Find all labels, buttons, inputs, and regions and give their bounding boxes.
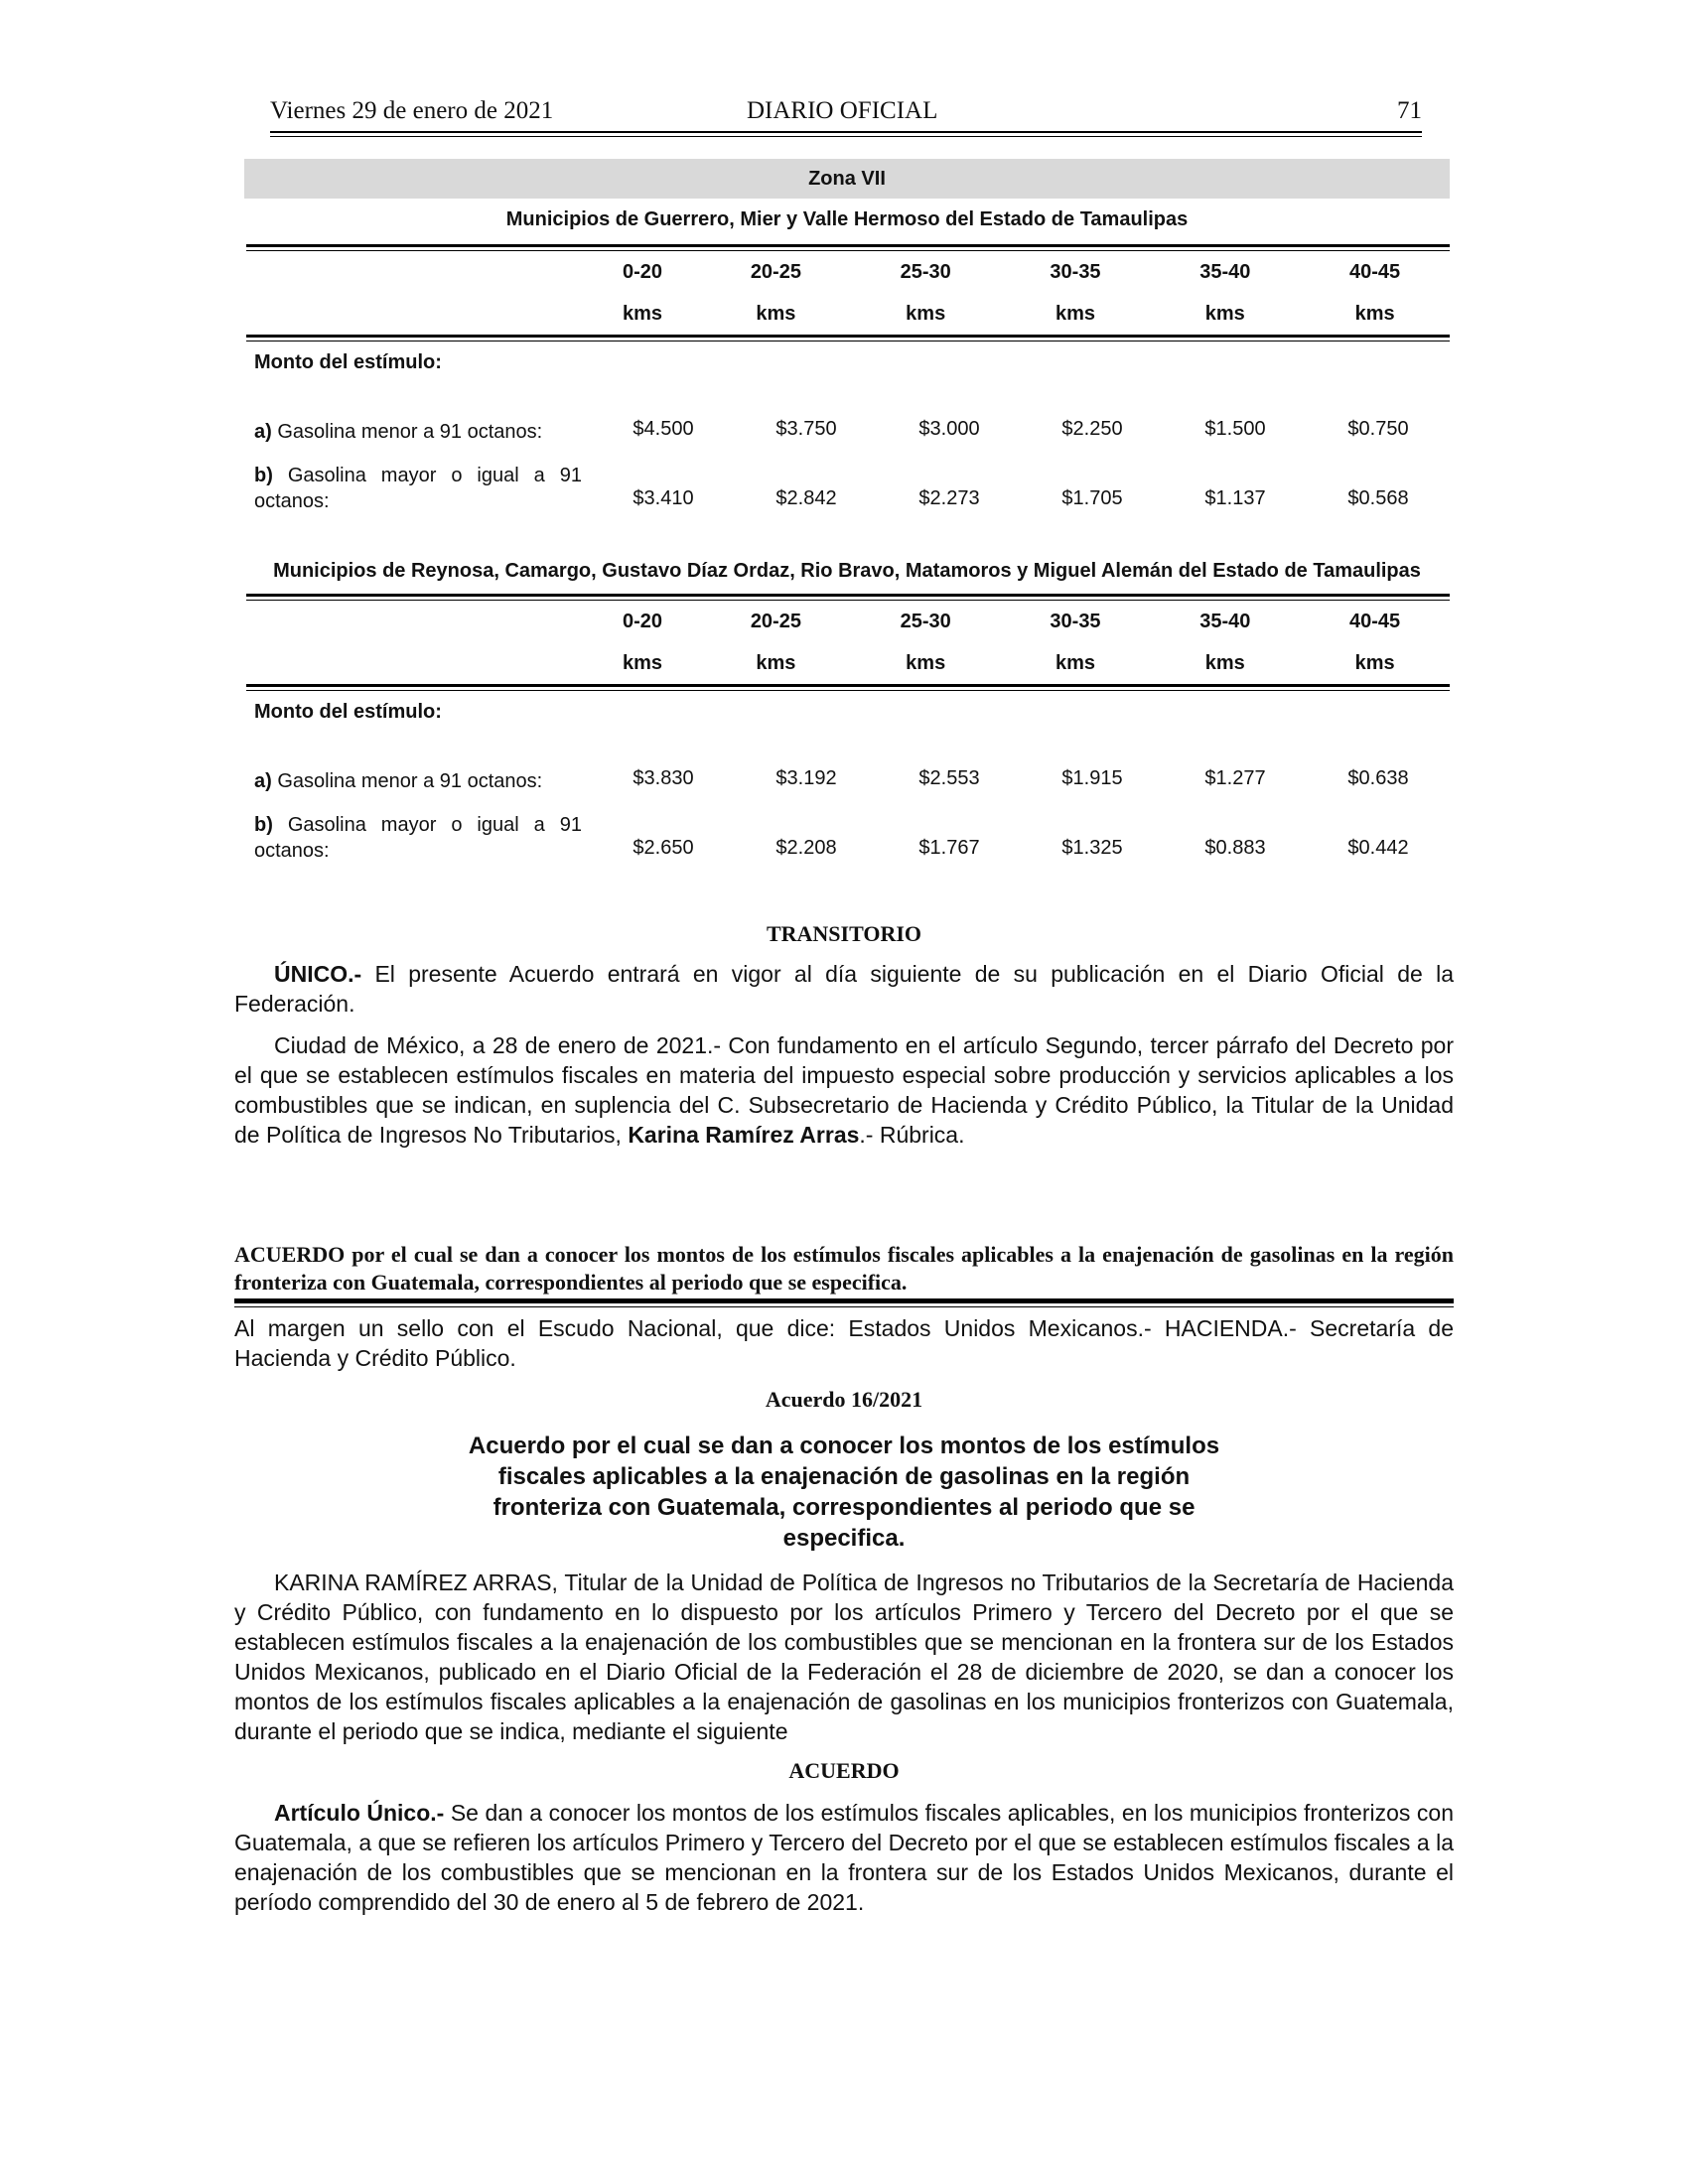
table1-cell: $1.705 [1061, 487, 1123, 509]
acuerdo-heading: ACUERDO por el cual se dan a conocer los montos de los estímulos fiscales aplicables a la enajenación de gasolinas en la región fronteriza con Guatemala, correspondientes al periodo que se especifica. [234, 1242, 1454, 1295]
table2-cell: $3.830 [633, 767, 694, 789]
page-header [270, 95, 1422, 131]
table2-col-header: 30-35 [1050, 610, 1101, 632]
transitorio-unico [234, 959, 1454, 1019]
table2-col-header: 20-25 [750, 610, 801, 632]
table1-cell: $3.410 [633, 487, 694, 509]
acuerdo-heading-rule-thin [234, 1306, 1454, 1307]
table1-unit: kms [756, 302, 796, 325]
table1-cell: $0.750 [1347, 418, 1409, 440]
table2-cell: $1.277 [1204, 767, 1266, 789]
table1-caption: Municipios de Guerrero, Mier y Valle Hermoso del Estado de Tamaulipas [505, 208, 1189, 230]
table1-cell: $2.250 [1061, 418, 1123, 440]
table1-section-label: Monto del estímulo: [254, 350, 442, 373]
table2-unit: kms [906, 651, 946, 674]
table1-body [246, 345, 1450, 514]
table2-unit-row [246, 642, 1450, 684]
table1-mid-rule [246, 335, 1450, 341]
table1-cell: $1.500 [1204, 418, 1266, 440]
table2 [246, 601, 1450, 684]
table2-unit: kms [1055, 651, 1095, 674]
table1-cell: $4.500 [633, 418, 694, 440]
table1 [246, 251, 1450, 335]
acuerdo-number: Acuerdo 16/2021 [765, 1387, 923, 1412]
table2-cell: $0.883 [1204, 837, 1266, 859]
signature-name: Karina Ramírez Arras [628, 1122, 860, 1148]
table2-cell: $3.192 [775, 767, 837, 789]
zone-title: Zona VII [244, 159, 1450, 199]
table1-col-header: 30-35 [1050, 260, 1101, 283]
table2-unit: kms [756, 651, 796, 674]
seal-text: Al margen un sello con el Escudo Nacional, que dice: Estados Unidos Mexicanos.- HACIENDA.- Secretaría de Hacienda y Crédito Público. [234, 1315, 1454, 1371]
table2-cell: $0.638 [1347, 767, 1409, 789]
unico-text: El presente Acuerdo entrará en vigor al día siguiente de su publicación en el Diario Oficial de la Federación. [234, 961, 1454, 1017]
table1-col-header: 40-45 [1349, 260, 1401, 283]
table2-range-row [246, 601, 1450, 642]
table2-top-rule [246, 594, 1450, 601]
table2-cell: $1.767 [918, 837, 980, 859]
table1-cell: $3.750 [775, 418, 837, 440]
table1-cell: $2.273 [918, 487, 980, 509]
acuerdo-section-title: ACUERDO [788, 1758, 900, 1783]
table2-col-header: 40-45 [1349, 610, 1401, 632]
table1-row [246, 445, 1450, 514]
header-publication: DIARIO OFICIAL [747, 97, 938, 124]
table1-unit: kms [906, 302, 946, 325]
header-page-number: 71 [1397, 97, 1422, 124]
acuerdo-article [234, 1798, 1454, 1917]
table2-row [246, 794, 1450, 864]
table2-row [246, 729, 1450, 794]
table2-cell: $1.325 [1061, 837, 1123, 859]
table1-cell: $2.842 [775, 487, 837, 509]
transitorio-title: TRANSITORIO [766, 921, 922, 946]
header-rule [270, 131, 1422, 133]
header-rule-thin [270, 136, 1422, 137]
table2-cell: $1.915 [1061, 767, 1123, 789]
table1-unit: kms [622, 302, 663, 325]
table2-col-header: 35-40 [1199, 610, 1251, 632]
header-date: Viernes 29 de enero de 2021 [270, 97, 554, 124]
table2-unit: kms [1354, 651, 1395, 674]
table1-unit: kms [1354, 302, 1395, 325]
table1-row-label: a) Gasolina menor a 91 octanos: [254, 421, 543, 443]
article-label: Artículo Único.- [274, 1800, 445, 1826]
table1-col-header: 35-40 [1199, 260, 1251, 283]
table2-section-label: Monto del estímulo: [254, 700, 442, 723]
acuerdo-heading-rule [234, 1298, 1454, 1303]
table1-cell: $3.000 [918, 418, 980, 440]
unico-label: ÚNICO.- [274, 961, 362, 987]
table2-col-header: 0-20 [622, 610, 663, 632]
table2-cell: $0.442 [1347, 837, 1409, 859]
table2-caption: Municipios de Reynosa, Camargo, Gustavo Díaz Ordaz, Rio Bravo, Matamoros y Miguel Alemán del Estado de Tamaulipas [273, 560, 1421, 582]
table1-unit: kms [1204, 302, 1245, 325]
table1-cell: $0.568 [1347, 487, 1409, 509]
table1-row [246, 379, 1450, 445]
table1-cell: $1.137 [1204, 487, 1266, 509]
table2-unit: kms [1204, 651, 1245, 674]
transitorio-signature: Ciudad de México, a 28 de enero de 2021.- Con fundamento en el artículo Segundo, tercer párrafo del Decreto por el que se establecen estímulos fiscales en materia del impuesto especial sobre producción y servicios aplicables a los combustibles que se indican, en suplencia del C. Subsecretario de Hacienda y Crédito Público, la Titular de la Unidad de Política de Ingresos No Tributarios, Karina Ramírez Arras.- Rúbrica. [234, 1032, 1454, 1148]
article-text: Se dan a conocer los montos de los estímulos fiscales aplicables, en los municipios fronterizos con Guatemala, a que se refieren los artículos Primero y Tercero del Decreto por el que se establecen estímulos fiscales a la enajenación de los combustibles que se mencionan en la frontera sur de los Estados Unidos Mexicanos, durante el período comprendido del 30 de enero al 5 de febrero de 2021. [234, 1800, 1454, 1915]
table2-col-header: 25-30 [900, 610, 951, 632]
table2-cell: $2.553 [918, 767, 980, 789]
table1-col-header: 20-25 [750, 260, 801, 283]
table2-body [246, 695, 1450, 864]
table1-col-header: 0-20 [622, 260, 663, 283]
table2-cell: $2.208 [775, 837, 837, 859]
table1-range-row [246, 251, 1450, 293]
table2-unit: kms [622, 651, 663, 674]
table1-col-header: 25-30 [900, 260, 951, 283]
table2-mid-rule [246, 684, 1450, 691]
table1-top-rule [246, 244, 1450, 251]
table2-row-label: a) Gasolina menor a 91 octanos: [254, 770, 543, 792]
document-page [234, 95, 1454, 1917]
table1-row-label: b) Gasolina mayor o igual a 91 octanos: [254, 465, 582, 512]
acuerdo-intro: KARINA RAMÍREZ ARRAS, Titular de la Unidad de Política de Ingresos no Tributarios de la Secretaría de Hacienda y Crédito Público, con fundamento en lo dispuesto por los artículos Primero y Tercero del Decreto por el que se establecen estímulos fiscales a la enajenación de los combustibles que se mencionan en la frontera sur de los Estados Unidos Mexicanos, publicado en el Diario Oficial de la Federación el 28 de diciembre de 2020, se dan a conocer los montos de los estímulos fiscales aplicables a la enajenación de gasolinas en los municipios fronterizos con Guatemala, durante el periodo que se indica, mediante el siguiente [234, 1570, 1454, 1744]
acuerdo-title: Acuerdo por el cual se dan a conocer los montos de los estímulos fiscales aplicables a la enajenación de gasolinas en la región fronteriza con Guatemala, correspondientes al periodo que se especifica. [468, 1433, 1220, 1552]
table2-cell: $2.650 [633, 837, 694, 859]
table1-unit-row [246, 293, 1450, 335]
table2-row-label: b) Gasolina mayor o igual a 91 octanos: [254, 814, 582, 862]
table1-unit: kms [1055, 302, 1095, 325]
